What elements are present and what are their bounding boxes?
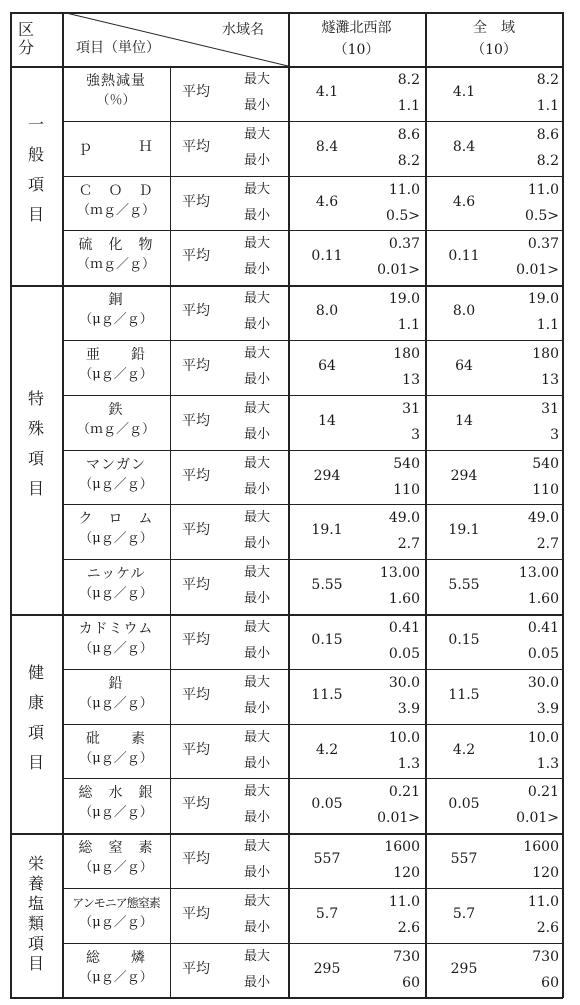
col2-min-value: 2.7 [536,536,559,553]
row-item-name: 総 窒 素 [78,840,154,857]
row-item-name: 亜 鉛 [86,347,146,363]
category-label-char: 目 [27,478,44,498]
row-max-label: 最大 [244,784,271,800]
row-max-label: 最大 [244,948,271,964]
grid-vline [10,12,12,998]
col2-max-value: 31 [541,400,559,417]
col1-max-value: 1600 [384,839,420,856]
col2-max-value: 1600 [523,839,559,856]
table-row [10,778,563,833]
row-max-label: 最大 [244,181,271,197]
header-diagonal-line [62,12,288,66]
col1-min-value: 8.2 [397,152,420,169]
col1-min-value: 1.1 [397,98,420,114]
col1-max-value: 730 [393,948,420,965]
row-item-unit: （μｇ／ｇ） [79,969,153,985]
row-avg-label: 平均 [182,960,210,977]
col1-min-value: 120 [393,865,420,882]
col1-avg-value: 4.1 [315,84,339,100]
row-item-name: 硫 化 物 [78,237,154,254]
row-max-label: 最大 [244,346,271,361]
col2-avg-value: 19.1 [448,522,480,539]
col2-max-value: 13.00 [518,565,559,582]
col1-avg-value: 14 [318,412,336,429]
col1-max-value: 13.00 [379,565,420,582]
col2-max-value: 8.2 [536,72,559,88]
col1-min-value: 0.5> [386,207,420,224]
col1-min-value: 0.01> [377,810,420,827]
row-min-label: 最小 [244,755,271,771]
row-min-label: 最小 [244,591,271,607]
header-col2 [425,12,563,66]
row-min-label: 最小 [244,262,271,278]
col2-min-value: 120 [532,865,559,882]
grid-hline [10,66,563,68]
col2-max-value: 11.0 [527,894,559,910]
grid-hline [62,176,563,177]
row-max-label: 最大 [244,510,271,526]
category-label-char: 養 [27,874,44,894]
col1-max-value: 11.0 [388,894,420,910]
col1-min-value: 60 [402,974,420,991]
table-row [10,943,563,998]
grid-hline [10,12,563,14]
col2-max-value: 0.37 [527,236,559,253]
table-row [10,833,563,888]
row-avg-label: 平均 [182,577,210,594]
col2-max-value: 10.0 [527,729,559,746]
grid-vline [288,12,290,998]
col1-max-value: 19.0 [388,291,420,308]
header-col1 [288,12,425,66]
col1-avg-value: 8.0 [315,303,339,320]
row-avg-label: 平均 [182,906,210,922]
row-item-unit: （ｍｇ／ｇ） [76,421,155,437]
table-row [10,450,563,505]
row-max-label: 最大 [244,455,271,471]
col2-avg-value: 5.55 [448,577,480,594]
col1-min-value: 110 [393,481,420,498]
col2-avg-value: 294 [450,467,478,484]
grid-vline [170,66,171,998]
row-item-name: カドミウム [78,621,154,637]
col2-min-value: 0.01> [516,810,559,827]
row-min-label: 最小 [244,426,271,442]
grid-hline [10,833,563,835]
row-item-name: 総 燐 [86,949,146,966]
col2-avg-value: 5.7 [452,906,476,922]
col1-avg-value: 5.7 [315,906,339,922]
row-item-name: 鉛 [108,675,124,692]
col1-max-value: 0.21 [388,784,420,801]
category-label-char: 特 [27,388,44,408]
grid-hline [62,724,563,725]
row-item-name: 砒 素 [86,730,146,747]
col1-avg-value: 294 [313,467,341,484]
col1-avg-value: 295 [313,960,341,977]
row-avg-label: 平均 [182,467,210,484]
grid-hline [10,614,563,616]
col1-min-value: 1.1 [397,317,420,334]
row-avg-label: 平均 [182,84,210,100]
col1-avg-value: 4.2 [315,741,339,758]
table-row [10,121,563,176]
grid-hline [62,559,563,560]
col1-avg-value: 5.55 [311,577,343,594]
header-area-name: 水域名 [222,22,264,38]
col2-min-value: 0.05 [527,646,559,662]
row-max-label: 最大 [244,894,271,909]
col1-max-value: 8.6 [397,126,420,143]
table-row [10,888,563,943]
row-item-name: Ｃ Ｏ Ｄ [78,182,154,199]
row-max-label: 最大 [244,291,271,307]
col1-avg-value: 557 [313,851,341,868]
row-max-label: 最大 [244,839,271,855]
col1-max-value: 180 [393,346,420,362]
col1-min-value: 3 [411,426,420,443]
col1-min-value: 3.9 [397,700,420,717]
grid-vline [425,12,427,998]
category-label-char: 健 [27,662,44,682]
grid-vline [562,12,564,998]
table-row [10,340,563,395]
table-row [10,724,563,779]
row-item-unit: （μｇ／ｇ） [79,750,153,766]
col1-min-value: 2.7 [397,536,420,553]
row-item-unit: （μｇ／ｇ） [79,531,153,547]
row-item-unit: （μｇ／ｇ） [79,860,153,876]
col1-max-value: 11.0 [388,181,420,198]
row-avg-label: 平均 [182,796,210,813]
row-min-label: 最小 [244,536,271,552]
row-item-unit: （μｇ／ｇ） [79,695,153,711]
col1-max-value: 0.37 [388,236,420,253]
grid-hline [62,778,563,779]
col2-avg-value: 11.5 [448,686,480,703]
row-item-name: ニッケル [86,566,146,583]
col2-avg-value: 4.2 [452,741,476,758]
table-row [10,669,563,724]
grid-vline [62,12,64,998]
grid-hline [62,340,563,341]
header-col1-count: （10） [333,42,380,58]
data-table [10,12,563,998]
row-avg-label: 平均 [182,741,210,758]
row-max-label: 最大 [244,126,271,142]
col1-min-value: 2.6 [397,920,420,936]
row-avg-label: 平均 [182,303,210,320]
col2-min-value: 3 [550,426,559,443]
col2-max-value: 11.0 [527,181,559,198]
grid-hline [62,121,563,122]
col2-avg-value: 14 [455,412,473,429]
row-avg-label: 平均 [182,248,210,265]
col2-max-value: 8.6 [536,126,559,143]
row-item-name: 鉄 [108,401,124,418]
col1-max-value: 0.41 [388,620,420,636]
row-max-label: 最大 [244,729,271,745]
col2-max-value: 0.21 [527,784,559,801]
table-row [10,395,563,450]
col1-max-value: 49.0 [388,510,420,527]
col1-avg-value: 64 [318,358,336,374]
row-min-label: 最小 [244,372,271,387]
row-item-unit: （ｍｇ／ｇ） [76,257,155,273]
grid-hline [62,395,563,396]
col2-avg-value: 557 [450,851,478,868]
row-max-label: 最大 [244,72,271,87]
row-item-unit: （μｇ／ｇ） [79,367,153,382]
grid-hline [10,997,563,999]
grid-hline [62,888,563,889]
col1-max-value: 10.0 [388,729,420,746]
category-label-char: 目 [27,204,44,224]
table-row [10,230,563,285]
category-label-char: 項 [27,722,44,742]
row-item-name: ク ロ ム [78,511,154,528]
row-min-label: 最小 [244,207,271,223]
col1-avg-value: 19.1 [311,522,343,539]
row-item-name: 強熱減量 [86,73,146,89]
col2-min-value: 0.5> [525,207,559,224]
row-max-label: 最大 [244,620,271,635]
grid-hline [62,450,563,451]
row-min-label: 最小 [244,920,271,935]
col2-avg-value: 64 [455,358,473,374]
col2-min-value: 1.3 [536,755,559,772]
row-min-label: 最小 [244,317,271,333]
row-item-name: アンモニア態窒素 [72,896,160,910]
header-col2-count: （10） [471,42,517,58]
grid-hline [62,669,563,670]
col1-avg-value: 0.15 [311,632,343,648]
category-label-char: 目 [27,954,44,974]
category-label-char: 一 [27,114,44,134]
col1-avg-value: 0.11 [311,248,343,265]
row-item-name: 銅 [108,292,124,309]
row-max-label: 最大 [244,674,271,690]
grid-hline [10,285,563,287]
row-item-unit: （μｇ／ｇ） [79,915,153,930]
category-label-char: 項 [27,448,44,468]
row-item-unit: （μｇ／ｇ） [79,805,153,821]
col1-avg-value: 4.6 [315,193,339,210]
row-min-label: 最小 [244,481,271,497]
row-min-label: 最小 [244,646,271,661]
row-item-unit: （ｍｇ／ｇ） [76,202,155,218]
col2-min-value: 0.01> [516,262,559,279]
row-avg-label: 平均 [182,522,210,539]
col2-min-value: 110 [532,481,559,498]
row-min-label: 最小 [244,98,271,113]
category-label-char: 目 [27,752,44,772]
col2-max-value: 0.41 [527,620,559,636]
col2-max-value: 49.0 [527,510,559,527]
grid-hline [62,504,563,505]
col1-min-value: 13 [402,372,420,388]
row-min-label: 最小 [244,700,271,716]
row-max-label: 最大 [244,400,271,416]
col2-min-value: 13 [541,372,559,388]
row-item-unit: （μｇ／ｇ） [79,312,153,328]
table-row [10,614,563,669]
row-avg-label: 平均 [182,193,210,210]
col2-min-value: 1.60 [527,591,559,608]
category-label-char: 塩 [27,894,44,914]
col2-avg-value: 8.0 [452,303,476,320]
col1-max-value: 31 [402,400,420,417]
table-row [10,176,563,231]
col1-max-value: 30.0 [388,674,420,691]
header-item-cell [62,12,288,66]
table-row [10,285,563,340]
col1-max-value: 540 [393,455,420,472]
grid-hline [62,230,563,231]
col2-avg-value: 295 [450,960,478,977]
col2-min-value: 60 [541,974,559,991]
col2-avg-value: 0.11 [448,248,480,265]
row-avg-label: 平均 [182,686,210,703]
category-label-char: 般 [27,144,44,164]
header-col2-name: 全 域 [473,20,515,36]
col2-min-value: 8.2 [536,152,559,169]
col2-max-value: 180 [532,346,559,362]
table-row [10,559,563,614]
col2-avg-value: 4.6 [452,193,476,210]
col1-min-value: 1.3 [397,755,420,772]
row-avg-label: 平均 [182,851,210,868]
col1-min-value: 0.01> [377,262,420,279]
category-label-char: 殊 [27,418,44,438]
col1-avg-value: 11.5 [311,686,343,703]
col1-avg-value: 0.05 [311,796,343,813]
col2-max-value: 540 [532,455,559,472]
row-item-unit: （μｇ／ｇ） [79,476,153,492]
table-row [10,66,563,121]
row-item-unit: （％） [96,93,136,108]
col1-min-value: 1.60 [388,591,420,608]
row-item-name: 総 水 銀 [78,785,154,802]
col2-avg-value: 4.1 [452,84,476,100]
grid-hline [62,943,563,944]
row-avg-label: 平均 [182,412,210,429]
col1-max-value: 8.2 [397,72,420,88]
col2-min-value: 2.6 [536,920,559,936]
row-item-name: ｐ Ｈ [78,138,154,155]
category-label-char: 項 [27,174,44,194]
col2-max-value: 19.0 [527,291,559,308]
header-category-cell [10,12,62,66]
row-item-name: マンガン [86,456,146,473]
category-label-char: 類 [27,914,44,934]
row-avg-label: 平均 [182,358,210,374]
header-col1-name: 燧灘北西部 [321,20,392,36]
row-avg-label: 平均 [182,632,210,648]
col2-max-value: 730 [532,948,559,965]
row-item-unit: （μｇ／ｇ） [79,586,153,602]
row-max-label: 最大 [244,236,271,252]
col1-avg-value: 8.4 [315,138,339,155]
row-item-unit: （μｇ／ｇ） [79,641,153,656]
col2-avg-value: 8.4 [452,138,476,155]
col2-avg-value: 0.05 [448,796,480,813]
header-category: 区分 [18,20,35,57]
col2-min-value: 1.1 [536,98,559,114]
col2-max-value: 30.0 [527,674,559,691]
col1-min-value: 0.05 [388,646,420,662]
row-min-label: 最小 [244,865,271,881]
col2-min-value: 3.9 [536,700,559,717]
row-min-label: 最小 [244,810,271,826]
row-max-label: 最大 [244,565,271,581]
category-label-char: 栄 [27,854,44,874]
col2-min-value: 1.1 [536,317,559,334]
header-item-unit: 項目（単位） [76,40,160,56]
row-min-label: 最小 [244,152,271,168]
category-label-char: 康 [27,692,44,712]
col2-avg-value: 0.15 [448,632,480,648]
table-row [10,504,563,559]
category-label-char: 項 [27,934,44,954]
row-min-label: 最小 [244,974,271,990]
row-avg-label: 平均 [182,138,210,155]
